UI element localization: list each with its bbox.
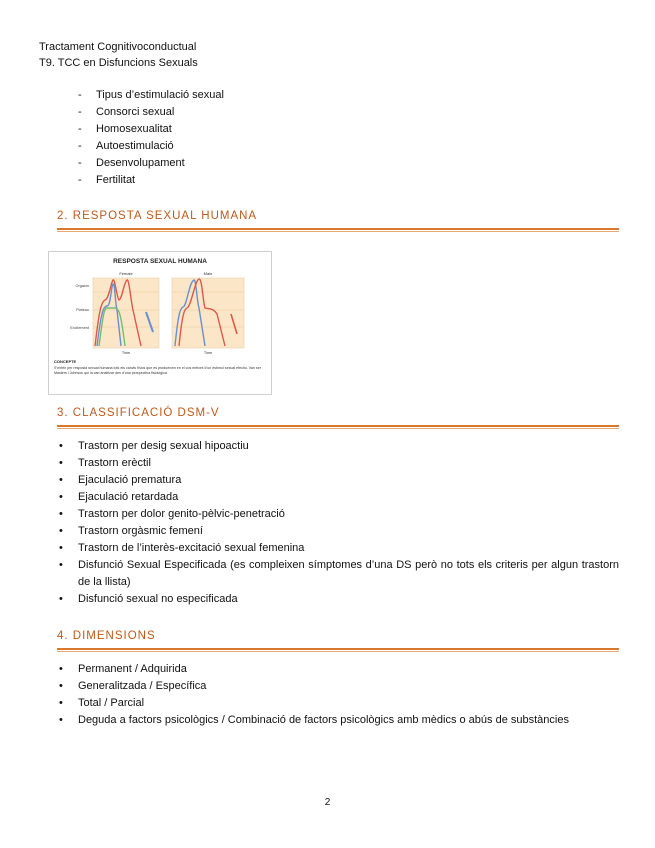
heading-rule <box>57 648 619 650</box>
figure-title: RESPOSTA SEXUAL HUMANA <box>113 258 207 265</box>
list-item: • Trastorn erèctil <box>57 455 619 472</box>
x-label-female: Time <box>121 351 131 355</box>
y-label-excitement: Excitement <box>70 326 89 330</box>
list-item: • Total / Parcial <box>57 695 619 712</box>
y-label-orgasm: Orgasm <box>75 284 89 288</box>
panel-bg-male <box>172 278 244 348</box>
document-header-course: Tractament Cognitivoconductual <box>39 41 197 53</box>
dash-list <box>76 87 224 189</box>
y-label-plateau: Plateau <box>76 308 89 312</box>
list-item: • Trastorn per desig sexual hipoactiu <box>57 438 619 455</box>
section-title: 2. RESPOSTA SEXUAL HUMANA <box>57 210 258 222</box>
x-label-male: Time <box>203 351 213 355</box>
list-item: - Desenvolupament <box>76 155 224 172</box>
section-heading-classificacio <box>57 407 619 419</box>
panel-label-female: Female <box>119 271 133 276</box>
list-item: • Disfunció Sexual Especificada (es compleixen símptomes d’una DS però no tots els criteris per algun trastorn de la llista) <box>57 557 619 591</box>
dimensions-list <box>57 661 619 729</box>
concept-text: S’entén per resposta sexual humana tots els canvis físics que es produeixen en el cos enfront d’un estímul sexual efectiu. Van ser Masters i Johnson qui la van analitzar des d’una perspectiva fisiològica <box>54 366 261 375</box>
sexual-response-figure <box>48 251 272 395</box>
heading-rule <box>57 425 619 427</box>
heading-rule-thin <box>57 231 619 232</box>
list-item: • Permanent / Adquirida <box>57 661 619 678</box>
list-item: • Ejaculació prematura <box>57 472 619 489</box>
list-item: • Disfunció sexual no especificada <box>57 591 619 608</box>
list-item: • Trastorn orgàsmic femení <box>57 523 619 540</box>
list-item: - Consorci sexual <box>76 104 224 121</box>
section-title: 3. CLASSIFICACIÓ DSM-V <box>57 407 220 419</box>
list-item: - Autoestimulació <box>76 138 224 155</box>
list-item: - Homosexualitat <box>76 121 224 138</box>
heading-rule-thin <box>57 428 619 429</box>
section-heading-dimensions <box>57 630 619 642</box>
list-item: • Ejaculació retardada <box>57 489 619 506</box>
section-title: 4. DIMENSIONS <box>57 630 156 642</box>
list-item: • Trastorn per dolor genito-pèlvic-penetració <box>57 506 619 523</box>
dsm-classification-list <box>57 438 619 608</box>
list-item: • Generalitzada / Específica <box>57 678 619 695</box>
section-heading-resposta <box>57 210 619 222</box>
list-item: • Deguda a factors psicològics / Combinació de factors psicològics amb mèdics o abús de substàncies <box>57 712 619 729</box>
heading-rule <box>57 228 619 230</box>
list-item: • Trastorn de l’interès-excitació sexual femenina <box>57 540 619 557</box>
page-number: 2 <box>324 797 331 808</box>
list-item: - Fertilitat <box>76 172 224 189</box>
heading-rule-thin <box>57 651 619 652</box>
panel-label-male: Male <box>203 271 213 276</box>
concept-label: CONCEPTE <box>54 359 77 364</box>
document-header-topic: T9. TCC en Disfuncions Sexuals <box>39 57 198 69</box>
list-item: - Tipus d’estimulació sexual <box>76 87 224 104</box>
